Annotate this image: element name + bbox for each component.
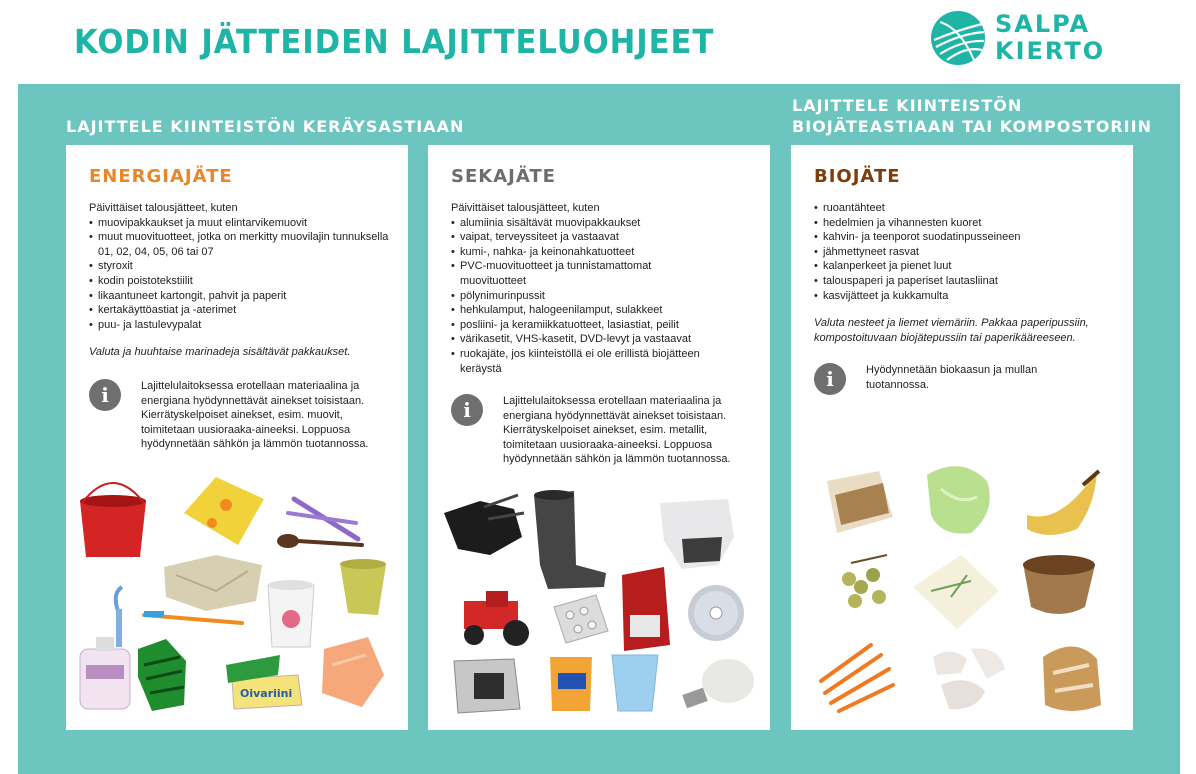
- bread-crust-image: [1043, 646, 1101, 711]
- list-item: • styroxit: [89, 259, 389, 274]
- dvd-disc-image: [688, 585, 744, 641]
- diaper-image: [660, 499, 734, 569]
- bio-waste-card: [791, 145, 1133, 730]
- bio-note: Valuta nesteet ja liemet viemäriin. Pakkaa paperipussiin, kompostoituvaan biojätepussiin tai paperikääreeseen.: [814, 317, 1089, 344]
- carrot-peels-image: [821, 645, 893, 711]
- list-item: • hedelmien ja vihannesten kuoret: [814, 216, 1114, 231]
- section-label-bio-bin: [792, 95, 1152, 137]
- paper-napkin-herbs-image: [913, 555, 999, 629]
- energy-info-text: Lajittelulaitoksessa erotellaan materiaalina ja energiana hyödynnettävät ainekset toisistaan. Kierrätyskelpoiset ainekset, esim. muovit, toimitetaan uusioraaka-aineeksi. Loppuosa hyödynnetään sähkön ja lämmön tuotannossa.: [141, 380, 369, 451]
- toothbrush-image: [144, 611, 242, 623]
- crumpled-cardboard-image: [164, 555, 262, 611]
- plastic-cutlery-image: [277, 499, 362, 548]
- logo-text-line1: SALPA: [995, 10, 1091, 38]
- coffee-bag-image: [622, 567, 670, 651]
- pump-nozzle-image: [116, 587, 122, 647]
- toy-tractor-image: [464, 591, 529, 646]
- list-item: • kodin poistotekstiilit: [89, 274, 389, 289]
- list-item: • jähmettyneet rasvat: [814, 245, 1114, 260]
- list-item: • kertakäyttöastiat ja -aterimet: [89, 303, 389, 318]
- snack-bag-image: [184, 477, 264, 545]
- salpakierto-logo: [930, 10, 1105, 66]
- margarine-label: Oivariini: [240, 687, 293, 700]
- info-icon: i: [451, 394, 483, 426]
- pill-blister-image: [554, 595, 608, 643]
- mixed-waste-card: [428, 145, 770, 730]
- list-item: • alumiinia sisältävät muovipakkaukset: [451, 216, 751, 231]
- energy-waste-title: ENERGIAJÄTE: [89, 166, 233, 187]
- list-item: • kumi-, nahka- ja keinonahkatuotteet: [451, 245, 751, 260]
- section-label-collection-bin: LAJITTELE KIINTEISTÖN KERÄYSASTIAAN: [66, 117, 465, 136]
- rubber-boot-image: [534, 490, 606, 589]
- bio-waste-images: [791, 145, 1133, 730]
- bio-waste-title: BIOJÄTE: [814, 166, 901, 187]
- list-item: • posliini- ja keramiikkatuotteet, lasiastiat, peilit: [451, 318, 751, 333]
- mixed-waste-images: [428, 145, 770, 730]
- list-item: • hehkulamput, halogeenilamput, sulakkeet: [451, 303, 751, 318]
- list-item: • puu- ja lastulevypalat: [89, 318, 389, 333]
- energy-note: Valuta ja huuhtaise marinadeja sisältävät pakkaukset.: [89, 346, 351, 359]
- list-item: • likaantuneet kartongit, pahvit ja paperit: [89, 289, 389, 304]
- logo-mark-icon: [930, 10, 986, 66]
- energy-waste-card: [66, 145, 408, 730]
- paper-cup-image: [340, 559, 386, 615]
- list-item: • ruokajäte, jos kiinteistöllä ei ole erillistä biojätteen keräystä: [451, 347, 721, 376]
- list-item: • PVC-muovituotteet ja tunnistamattomat muovituotteet: [451, 259, 666, 288]
- lettuce-leaf-image: [927, 466, 990, 533]
- banana-peel-image: [1027, 471, 1099, 535]
- list-item: • värikasetit, VHS-kasetit, DVD-levyt ja vastaavat: [451, 332, 751, 347]
- list-item: • muut muovituotteet, jotka on merkitty muovilajin tunnuksella 01, 02, 04, 05, 06 tai 07: [89, 230, 389, 259]
- grapes-image: [842, 555, 887, 608]
- mixed-waste-title: SEKAJÄTE: [451, 166, 556, 187]
- list-item: • ruoantähteet: [814, 201, 1114, 216]
- eggshells-image: [933, 648, 1005, 709]
- bucket-image: [80, 483, 146, 557]
- leather-glove-image: [444, 495, 524, 555]
- section-label-bio-line1: LAJITTELE KIINTEISTÖN: [792, 96, 1023, 115]
- mixed-info-text: Lajittelulaitoksessa erotellaan materiaalina ja energiana hyödynnettävät ainekset toisistaan. Kierrätyskelpoiset ainekset, esim. metallit, toimitetaan uusioraaka-aineeksi. Loppuosa hyödynnetään sähkön ja lämmön tuotannossa.: [503, 395, 731, 466]
- list-item: • kalanperkeet ja pienet luut: [814, 259, 1114, 274]
- coffee-filter-image: [1023, 555, 1095, 614]
- energy-waste-images: [66, 145, 408, 730]
- list-item: • kasvijätteet ja kukkamulta: [814, 289, 1114, 304]
- knit-glove-image: [138, 639, 186, 711]
- energy-intro: Päivittäiset talousjätteet, kuten: [89, 202, 238, 214]
- margarine-tub-image: [226, 655, 302, 709]
- glass-tumbler-image: [612, 655, 658, 711]
- list-item: • kahvin- ja teenporot suodatinpusseineen: [814, 230, 1114, 245]
- list-item: • vaipat, terveyssiteet ja vastaavat: [451, 230, 751, 245]
- soap-bottle-image: [80, 637, 130, 709]
- yogurt-cup-image: [268, 580, 314, 647]
- logo-text-line2: KIERTO: [995, 37, 1106, 65]
- section-label-bio-line2: BIOJÄTEASTIAAN TAI KOMPOSTORIIN: [792, 117, 1152, 136]
- list-item: • talouspaperi ja paperiset lautasliinat: [814, 274, 1114, 289]
- plastic-bag-image: [322, 637, 384, 707]
- list-item: • pölynimurinpussit: [451, 289, 751, 304]
- bio-info-text: Hyödynnetään biokaasun ja mullan tuotannossa.: [866, 364, 1038, 391]
- mixed-intro: Päivittäiset talousjätteet, kuten: [451, 202, 600, 214]
- ceramic-mug-image: [550, 657, 592, 711]
- page-title: KODIN JÄTTEIDEN LAJITTELUOHJEET: [74, 22, 715, 61]
- list-item: • muovipakkaukset ja muut elintarvikemuovit: [89, 216, 389, 231]
- light-bulb-image: [682, 659, 754, 708]
- oil-bottle-image: [454, 659, 520, 713]
- info-icon: i: [89, 379, 121, 411]
- tea-bag-image: [827, 471, 893, 533]
- info-icon: i: [814, 363, 846, 395]
